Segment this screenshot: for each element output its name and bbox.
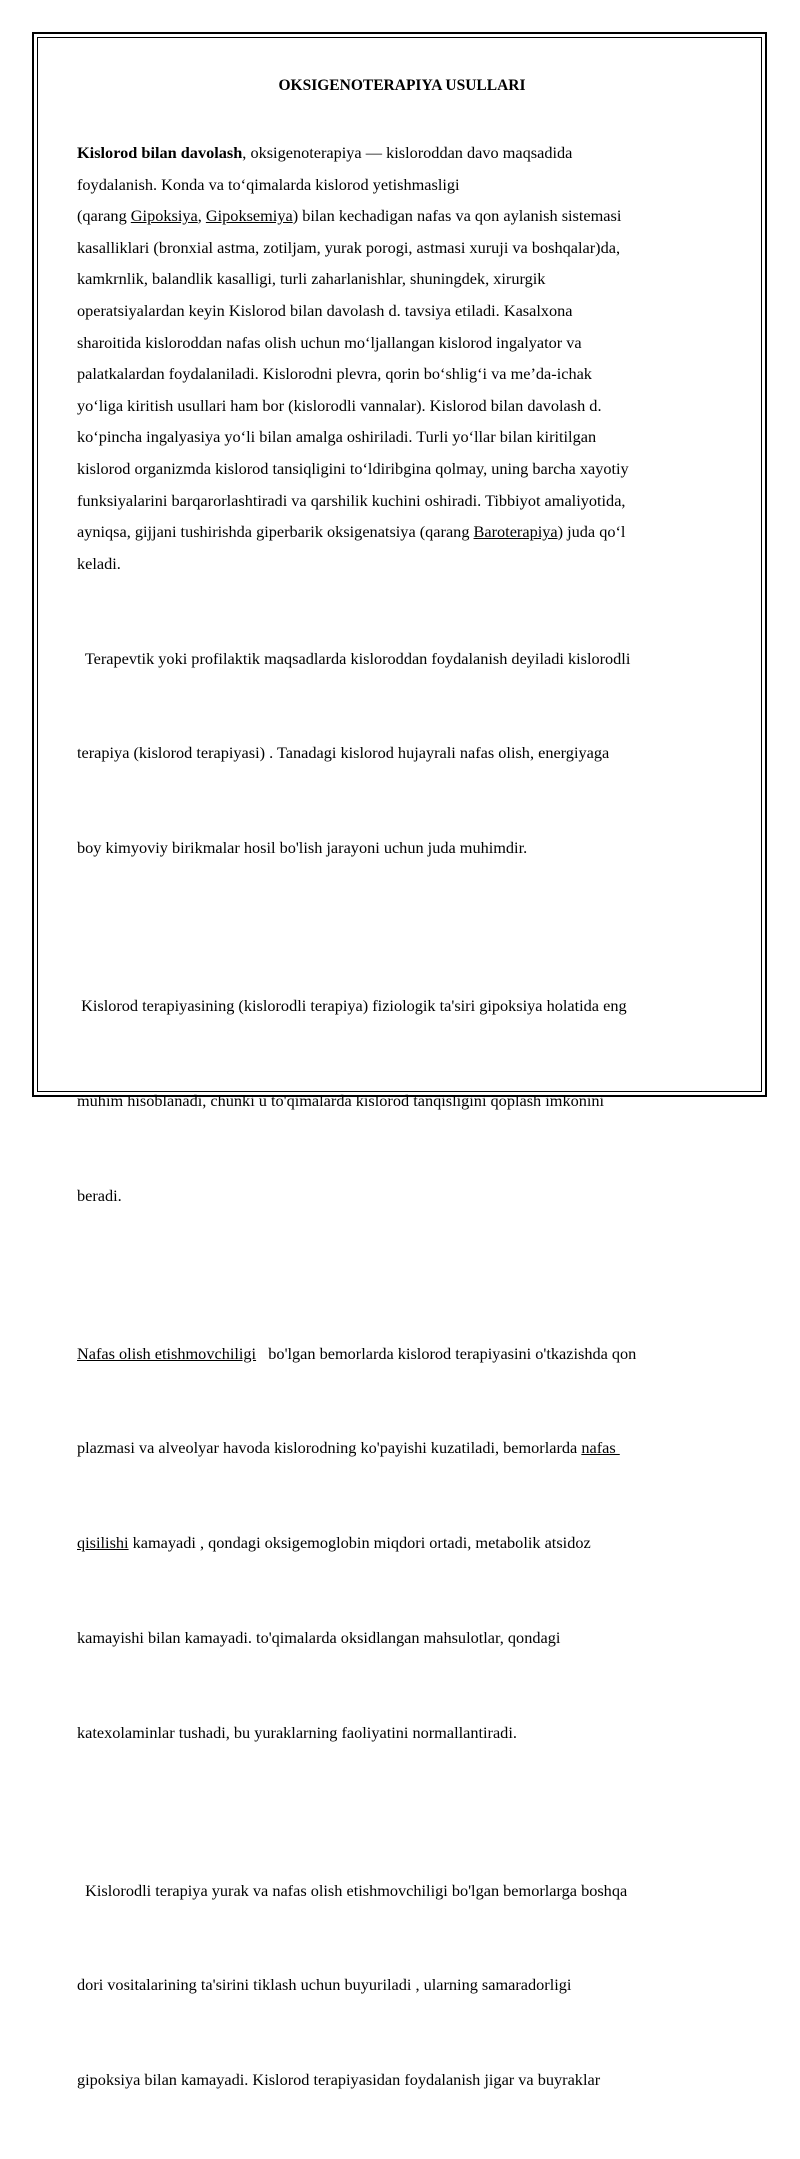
document-body: [77, 70, 727, 2159]
text-line: kamkrnlik, balandlik kasalligi, turli zaharlanishlar, shuningdek, xirurgik: [77, 269, 546, 289]
text-line: terapiya (kislorod terapiyasi) . Tanadagi kislorod hujayrali nafas olish, energiyaga: [77, 743, 610, 763]
text-line: Terapevtik yoki profilaktik maqsadlarda kisloroddan foydalanish deyiladi kislorodli: [77, 648, 631, 668]
text-line: muhim hisoblanadi, chunki u to'qimalarda kislorod tanqisligini qoplash imkonini: [77, 1090, 605, 1110]
paragraph-3: [77, 927, 727, 1275]
text-span: ,: [197, 206, 206, 226]
text-line: kamayishi bilan kamayadi. to'qimalarda oksidlangan mahsulotlar, qondagi: [77, 1627, 561, 1647]
text-line: [77, 1527, 727, 1559]
link-nafas-qisilishi-cont[interactable]: qisilishi: [77, 1533, 129, 1553]
link-baroterapiya[interactable]: Baroterapiya: [473, 522, 558, 542]
link-nafas-qisilishi[interactable]: nafas: [581, 1438, 620, 1458]
text-line: foydalanish. Konda va to‘qimalarda kislorod yetishmasligi: [77, 174, 460, 194]
text-line: [77, 200, 727, 232]
text-line: [77, 1338, 727, 1370]
text-line: funksiyalarini barqarorlashtiradi va qarshilik kuchini oshiradi. Tibbiyot amaliyotida,: [77, 490, 626, 510]
bold-term: Kislorod bilan davolash: [77, 143, 243, 162]
text-line: Kislorod terapiyasining (kislorodli terapiya) fiziologik ta'siri gipoksiya holatida eng: [77, 996, 627, 1016]
text-span: ) bilan kechadigan nafas va qon aylanish sistemasi: [292, 206, 622, 226]
text-line: katexolaminlar tushadi, bu yuraklarning faoliyatini normallantiradi.: [77, 1722, 517, 1742]
text-line: keladi.: [77, 553, 121, 573]
text-line: palatkalardan foydalaniladi. Kislorodni plevra, qorin bo‘shlig‘i va me’da-ichak: [77, 364, 592, 384]
text-line: dori vositalarining ta'sirini tiklash uchun buyuriladi , ularning samaradorligi: [77, 1975, 572, 1995]
paragraph-1: [77, 137, 727, 579]
paragraph-2: [77, 579, 727, 927]
text-span: , oksigenoterapiya — kisloroddan davo maqsadida: [242, 143, 573, 162]
text-line: sharoitida kisloroddan nafas olish uchun mo‘ljallangan kislorod ingalyator va: [77, 332, 582, 352]
text-span: plazmasi va alveolyar havoda kislorodning ko'payishi kuzatiladi, bemorlarda: [77, 1438, 582, 1458]
text-span: (qarang: [77, 206, 131, 226]
text-span: bo'lgan bemorlarda kislorod terapiyasini o'tkazishda qon: [256, 1343, 637, 1363]
text-line: beradi.: [77, 1185, 122, 1205]
paragraph-4: [77, 1274, 727, 1811]
text-line: gipoksiya bilan kamayadi. Kislorod terapiyasidan foydalanish jigar va buyraklar: [77, 2070, 601, 2090]
document-title: OKSIGENOTERAPIYA USULLARI: [278, 77, 526, 94]
text-span: ayniqsa, gijjani tushirishda giperbarik oksigenatsiya (qarang: [77, 522, 474, 542]
text-line: operatsiyalardan keyin Kislorod bilan davolash d. tavsiya etiladi. Kasalxona: [77, 300, 573, 320]
text-line: [77, 1432, 727, 1464]
text-line: kasalliklari (bronxial astma, zotiljam, yurak porogi, astmasi xuruji va boshqalar)da,: [77, 237, 621, 257]
link-gipoksemiya[interactable]: Gipoksemiya: [205, 206, 293, 226]
text-line: [77, 137, 727, 169]
text-line: yo‘liga kiritish usullari ham bor (kislorodli vannalar). Kislorod bilan davolash d.: [77, 395, 602, 415]
text-line: [77, 516, 727, 548]
text-line: boy kimyoviy birikmalar hosil bo'lish jarayoni uchun juda muhimdir.: [77, 838, 528, 858]
text-line: Kislorodli terapiya yurak va nafas olish etishmovchiligi bo'lgan bemorlarga boshqa: [77, 1880, 628, 1900]
link-gipoksiya[interactable]: Gipoksiya: [130, 206, 198, 226]
paragraph-5: [77, 1811, 727, 2159]
text-line: kislorod organizmda kislorod tansiqligini to‘ldiribgina qolmay, uning barcha xayotiy: [77, 458, 629, 478]
link-nafas-olish-etishmovchiligi[interactable]: Nafas olish etishmovchiligi: [77, 1343, 257, 1363]
text-line: ko‘pincha ingalyasiya yo‘li bilan amalga oshiriladi. Turli yo‘llar bilan kiritilgan: [77, 427, 597, 447]
text-span: ) juda qo‘l: [557, 522, 626, 542]
text-span: kamayadi , qondagi oksigemoglobin miqdori ortadi, metabolik atsidoz: [128, 1533, 591, 1553]
